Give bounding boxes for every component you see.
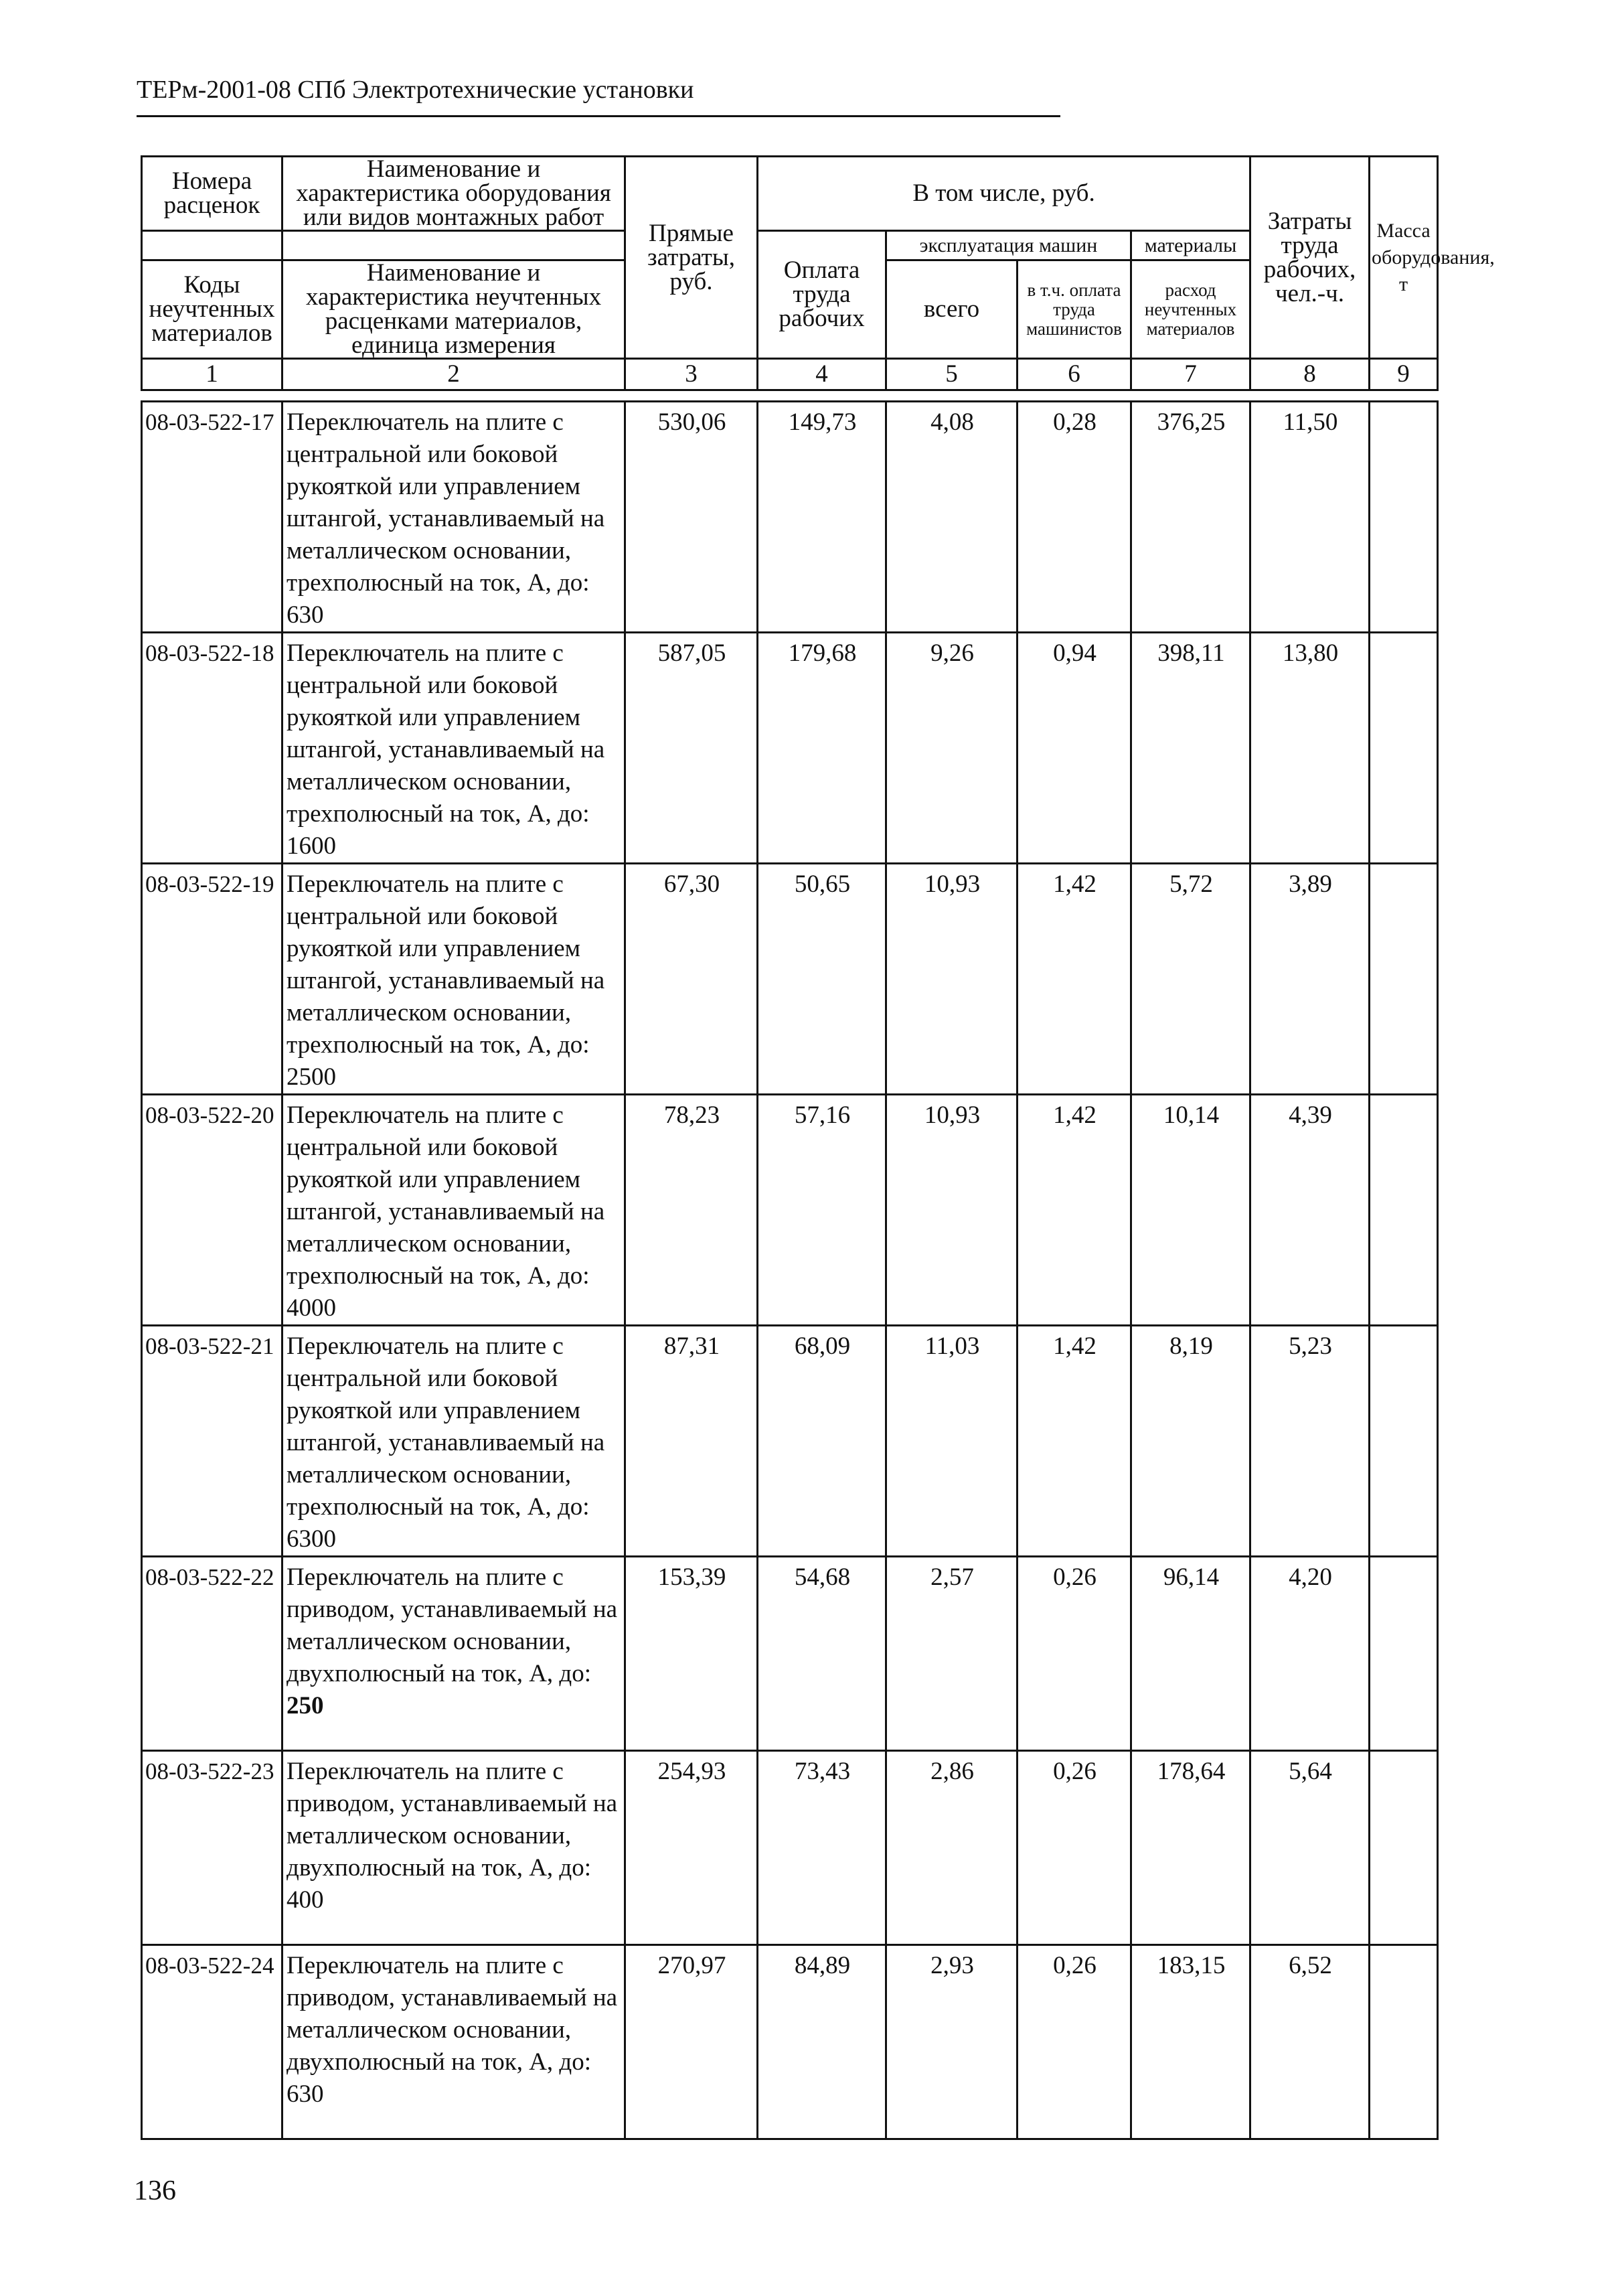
cell-machines-total: 9,26 <box>886 633 1018 864</box>
cell-mass <box>1370 1751 1438 1945</box>
description-line: металлическом основании, <box>287 768 572 795</box>
cell-mass <box>1370 864 1438 1095</box>
description-line: приводом, устанавливаемый на <box>287 1984 618 2011</box>
cell-direct-costs: 530,06 <box>625 402 758 633</box>
cell-description <box>282 864 625 1095</box>
description-line: Переключатель на плите с <box>287 1758 564 1785</box>
cell-machinist-pay: 1,42 <box>1018 1326 1131 1557</box>
description-line: центральной или боковой <box>287 1365 558 1392</box>
cell-direct-costs: 270,97 <box>625 1945 758 2139</box>
description-line: Переключатель на плите с <box>287 1563 564 1591</box>
column-number: 8 <box>1250 359 1370 390</box>
cell-machinist-pay: 0,94 <box>1018 633 1131 864</box>
cell-direct-costs: 67,30 <box>625 864 758 1095</box>
cell-rate-code: 08-03-522-24 <box>142 1945 282 2139</box>
description-line: центральной или боковой <box>287 1134 558 1161</box>
table-row <box>142 1095 1438 1326</box>
header-equipment-mass: Масса оборудования, т <box>1370 157 1438 359</box>
table-row <box>142 1326 1438 1557</box>
description-line: штангой, устанавливаемый на <box>287 1198 605 1225</box>
description-line: 630 <box>287 601 324 629</box>
cell-description <box>282 1095 625 1326</box>
cell-labor-hours: 6,52 <box>1250 1945 1370 2139</box>
column-number: 1 <box>142 359 282 390</box>
description-line: трехполюсный на ток, А, до: <box>287 1031 590 1059</box>
description-line: центральной или боковой <box>287 441 558 468</box>
column-number: 5 <box>886 359 1018 390</box>
cell-labor-hours: 5,64 <box>1250 1751 1370 1945</box>
description-line: Переключатель на плите с <box>287 408 564 436</box>
description-line: 6300 <box>287 1525 336 1553</box>
table-row <box>142 864 1438 1095</box>
cell-description <box>282 1557 625 1751</box>
description-line: 2500 <box>287 1063 336 1091</box>
cell-rate-code: 08-03-522-19 <box>142 864 282 1095</box>
description-line: 4000 <box>287 1294 336 1322</box>
cell-labor-pay: 149,73 <box>758 402 886 633</box>
header-rate-numbers-cont <box>142 231 282 260</box>
cell-rate-code: 08-03-522-18 <box>142 633 282 864</box>
cell-labor-pay: 84,89 <box>758 1945 886 2139</box>
cell-rate-code: 08-03-522-21 <box>142 1326 282 1557</box>
header-rate-numbers: Номера расценок <box>142 157 282 231</box>
description-line: рукояткой или управлением <box>287 473 581 500</box>
description-line: трехполюсный на ток, А, до: <box>287 800 590 828</box>
description-line: приводом, устанавливаемый на <box>287 1596 618 1623</box>
header-including-group: В том числе, руб. <box>758 157 1250 231</box>
cell-materials: 5,72 <box>1131 864 1250 1095</box>
description-line: 1600 <box>287 832 336 860</box>
header-machine-operation: эксплуатация машин <box>886 231 1131 260</box>
cell-mass <box>1370 1557 1438 1751</box>
description-line: двухполюсный на ток, А, до: <box>287 2048 592 2076</box>
cell-labor-pay: 57,16 <box>758 1095 886 1326</box>
description-line: штангой, устанавливаемый на <box>287 505 605 532</box>
cell-description <box>282 402 625 633</box>
description-line: трехполюсный на ток, А, до: <box>287 569 590 597</box>
cell-labor-pay: 50,65 <box>758 864 886 1095</box>
description-line: центральной или боковой <box>287 672 558 699</box>
cell-description <box>282 1751 625 1945</box>
cell-machinist-pay: 1,42 <box>1018 1095 1131 1326</box>
description-line: 630 <box>287 2080 324 2108</box>
header-equipment-name: Наименование и характеристика оборудования или видов монтажных работ <box>282 157 625 231</box>
cell-machines-total: 4,08 <box>886 402 1018 633</box>
cell-machines-total: 2,93 <box>886 1945 1018 2139</box>
description-line: Переключатель на плите с <box>287 1952 564 1979</box>
cell-mass <box>1370 402 1438 633</box>
cell-machines-total: 11,03 <box>886 1326 1018 1557</box>
cell-machines-total: 10,93 <box>886 1095 1018 1326</box>
cell-labor-hours: 4,20 <box>1250 1557 1370 1751</box>
cell-labor-pay: 179,68 <box>758 633 886 864</box>
cell-direct-costs: 153,39 <box>625 1557 758 1751</box>
header-direct-costs: Прямые затраты, руб. <box>625 157 758 359</box>
table-row <box>142 633 1438 864</box>
header-labor-pay: Оплата труда рабочих <box>758 231 886 359</box>
header-unaccounted-materials: расход неучтенных материалов <box>1131 260 1250 359</box>
cell-mass <box>1370 633 1438 864</box>
cell-description <box>282 1326 625 1557</box>
cell-machines-total: 10,93 <box>886 864 1018 1095</box>
description-line: рукояткой или управлением <box>287 704 581 731</box>
cell-materials: 96,14 <box>1131 1557 1250 1751</box>
cell-labor-pay: 73,43 <box>758 1751 886 1945</box>
header-machines-total: всего <box>886 260 1018 359</box>
description-line: рукояткой или управлением <box>287 935 581 962</box>
description-line: металлическом основании, <box>287 1822 572 1849</box>
header-materials-top: материалы <box>1131 231 1250 260</box>
description-line: Переключатель на плите с <box>287 1101 564 1129</box>
description-line: металлическом основании, <box>287 1628 572 1655</box>
cell-materials: 10,14 <box>1131 1095 1250 1326</box>
page-header-title: ТЕРм-2001-08 СПб Электротехнические установки <box>137 76 694 104</box>
cell-direct-costs: 87,31 <box>625 1326 758 1557</box>
description-line: рукояткой или управлением <box>287 1166 581 1193</box>
description-line: трехполюсный на ток, А, до: <box>287 1262 590 1290</box>
cell-mass <box>1370 1326 1438 1557</box>
description-line: 250 <box>287 1692 324 1719</box>
cell-rate-code: 08-03-522-17 <box>142 402 282 633</box>
cell-direct-costs: 254,93 <box>625 1751 758 1945</box>
column-number: 9 <box>1370 359 1438 390</box>
cell-materials: 183,15 <box>1131 1945 1250 2139</box>
description-line: рукояткой или управлением <box>287 1397 581 1424</box>
cell-description <box>282 1945 625 2139</box>
cell-labor-hours: 4,39 <box>1250 1095 1370 1326</box>
column-number: 3 <box>625 359 758 390</box>
description-line: Переключатель на плите с <box>287 870 564 898</box>
cell-labor-hours: 5,23 <box>1250 1326 1370 1557</box>
description-line: металлическом основании, <box>287 999 572 1026</box>
cell-rate-code: 08-03-522-20 <box>142 1095 282 1326</box>
cell-machinist-pay: 0,26 <box>1018 1751 1131 1945</box>
header-machinist-pay: в т.ч. оплата труда машинистов <box>1018 260 1131 359</box>
cell-labor-pay: 54,68 <box>758 1557 886 1751</box>
column-number: 2 <box>282 359 625 390</box>
cell-labor-hours: 11,50 <box>1250 402 1370 633</box>
description-line: двухполюсный на ток, А, до: <box>287 1854 592 1882</box>
table-row <box>142 1557 1438 1751</box>
cell-machinist-pay: 0,28 <box>1018 402 1131 633</box>
description-line: металлическом основании, <box>287 1230 572 1257</box>
table-header <box>141 155 1495 391</box>
cell-machinist-pay: 0,26 <box>1018 1557 1131 1751</box>
cell-description <box>282 633 625 864</box>
description-line: штангой, устанавливаемый на <box>287 1429 605 1456</box>
cell-machinist-pay: 0,26 <box>1018 1945 1131 2139</box>
cell-mass <box>1370 1095 1438 1326</box>
table-row <box>142 1945 1438 2139</box>
description-line: штангой, устанавливаемый на <box>287 736 605 763</box>
cell-machines-total: 2,57 <box>886 1557 1018 1751</box>
description-line: металлическом основании, <box>287 2016 572 2044</box>
header-rule <box>137 115 1060 117</box>
description-line: двухполюсный на ток, А, до: <box>287 1660 592 1687</box>
cell-materials: 8,19 <box>1131 1326 1250 1557</box>
cell-labor-hours: 13,80 <box>1250 633 1370 864</box>
cell-mass <box>1370 1945 1438 2139</box>
cell-materials: 376,25 <box>1131 402 1250 633</box>
description-line: штангой, устанавливаемый на <box>287 967 605 994</box>
table-row <box>142 402 1438 633</box>
cell-labor-pay: 68,09 <box>758 1326 886 1557</box>
description-line: трехполюсный на ток, А, до: <box>287 1493 590 1521</box>
description-line: металлическом основании, <box>287 1461 572 1488</box>
description-line: 400 <box>287 1886 324 1914</box>
description-line: Переключатель на плите с <box>287 1332 564 1360</box>
cell-materials: 398,11 <box>1131 633 1250 864</box>
page-number: 136 <box>134 2175 176 2206</box>
description-line: приводом, устанавливаемый на <box>287 1790 618 1817</box>
cell-direct-costs: 78,23 <box>625 1095 758 1326</box>
cell-machines-total: 2,86 <box>886 1751 1018 1945</box>
cell-machinist-pay: 1,42 <box>1018 864 1131 1095</box>
header-material-name: Наименование и характеристика неучтенных расценками материалов, единица измерения <box>282 260 625 359</box>
cell-direct-costs: 587,05 <box>625 633 758 864</box>
column-number: 4 <box>758 359 886 390</box>
column-number: 7 <box>1131 359 1250 390</box>
header-material-codes: Коды неучтенных материалов <box>142 260 282 359</box>
header-equipment-name-cont <box>282 231 625 260</box>
column-number: 6 <box>1018 359 1131 390</box>
cell-rate-code: 08-03-522-22 <box>142 1557 282 1751</box>
rates-table <box>141 400 1439 2140</box>
description-line: центральной или боковой <box>287 903 558 930</box>
cell-rate-code: 08-03-522-23 <box>142 1751 282 1945</box>
cell-labor-hours: 3,89 <box>1250 864 1370 1095</box>
description-line: Переключатель на плите с <box>287 639 564 667</box>
table-row <box>142 1751 1438 1945</box>
description-line: металлическом основании, <box>287 537 572 564</box>
cell-materials: 178,64 <box>1131 1751 1250 1945</box>
header-labor-hours: Затраты труда рабочих, чел.-ч. <box>1250 157 1370 359</box>
